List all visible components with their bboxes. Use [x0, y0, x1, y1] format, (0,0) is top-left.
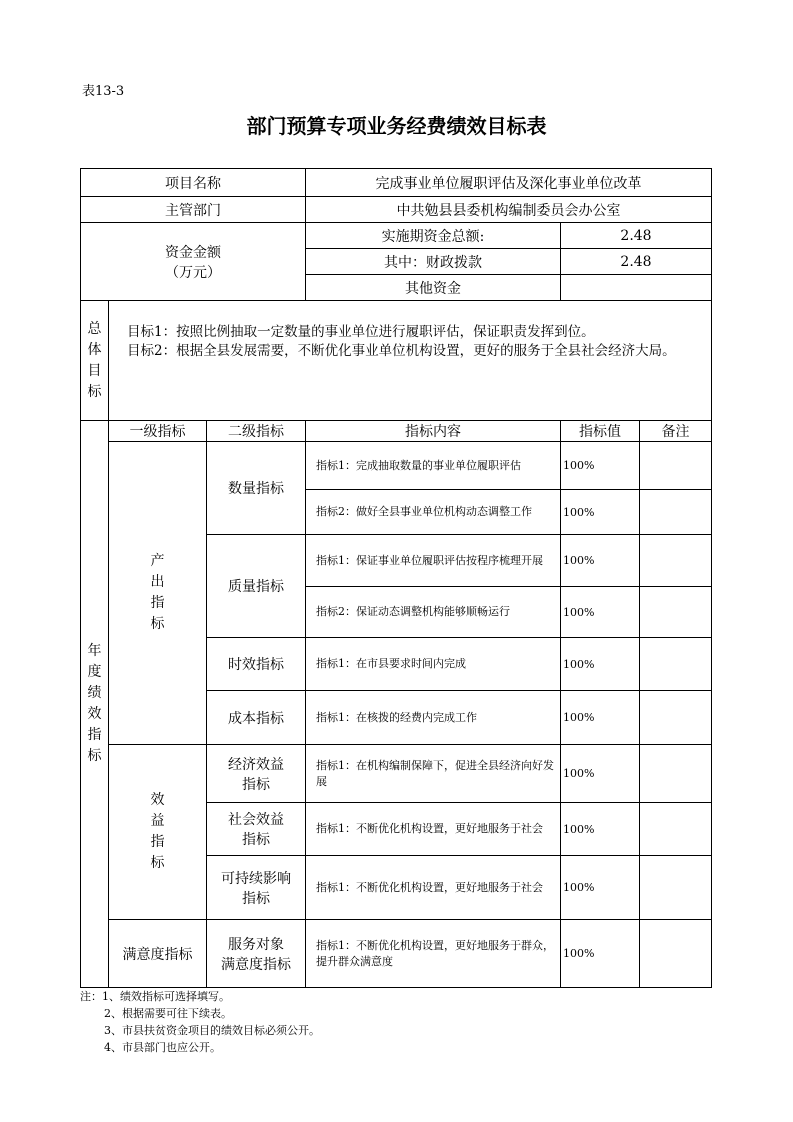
department-row [81, 197, 712, 223]
header-level1: 一级指标 [109, 421, 207, 442]
header-level2: 二级指标 [207, 421, 306, 442]
project-name-row [81, 169, 712, 197]
indicator-header-row [81, 421, 712, 442]
indicator-remark [640, 442, 712, 490]
funds-other-label: 其他资金 [306, 275, 561, 301]
indicator-content: 指标1：在核拨的经费内完成工作 [306, 691, 561, 745]
indicator-remark [640, 920, 712, 988]
department-label: 主管部门 [81, 197, 306, 223]
annual-indicators-label: 年 度 绩 效 指 标 [81, 421, 109, 988]
cost-indicator-label: 成本指标 [207, 691, 306, 745]
indicator-remark [640, 490, 712, 535]
indicator-content: 指标1：完成抽取数量的事业单位履职评估 [306, 442, 561, 490]
funds-total-row [81, 223, 712, 249]
indicator-remark [640, 587, 712, 638]
indicator-content: 指标1：不断优化机构设置，更好地服务于社会 [306, 856, 561, 920]
funds-fiscal-label: 其中：财政拨款 [306, 249, 561, 275]
benefit-indicators-label: 效 益 指 标 [109, 745, 207, 920]
indicator-remark [640, 856, 712, 920]
performance-table [80, 168, 712, 988]
goal-item: 目标2：根据全县发展需要，不断优化事业单位机构设置，更好的服务于全县社会经济大局。 [127, 343, 676, 359]
social-benefit-label: 社会效益 指标 [207, 803, 306, 856]
indicator-value: 100% [561, 920, 640, 988]
overall-goals-label: 总 体 目 标 [81, 301, 109, 421]
overall-goals-row [81, 301, 712, 421]
indicator-remark [640, 535, 712, 587]
footnote: 注：1、绩效指标可选择填写。 [80, 990, 230, 1003]
goal-item: 目标1：按照比例抽取一定数量的事业单位进行履职评估，保证职责发挥到位。 [127, 324, 595, 340]
service-satisfaction-label: 服务对象 满意度指标 [207, 920, 306, 988]
funds-total-label: 实施期资金总额: [306, 223, 561, 249]
table-row [81, 920, 712, 988]
timeliness-indicator-label: 时效指标 [207, 638, 306, 691]
funds-fiscal-value: 2.48 [561, 249, 712, 275]
table-row [81, 442, 712, 490]
footnote: 3、市县扶贫资金项目的绩效目标必须公开。 [104, 1024, 320, 1037]
overall-goals-text [109, 301, 712, 421]
funds-other-value [561, 275, 712, 301]
satisfaction-indicators-label: 满意度指标 [109, 920, 207, 988]
indicator-remark [640, 745, 712, 803]
indicator-remark [640, 638, 712, 691]
footnote: 4、市县部门也应公开。 [104, 1041, 221, 1054]
indicator-value: 100% [561, 803, 640, 856]
indicator-content: 指标1：不断优化机构设置，更好地服务于群众，提升群众满意度 [306, 920, 561, 988]
header-value: 指标值 [561, 421, 640, 442]
indicator-value: 100% [561, 745, 640, 803]
indicator-value: 100% [561, 535, 640, 587]
footnote: 2、根据需要可往下续表。 [104, 1007, 232, 1020]
funds-label-cell [81, 223, 306, 301]
quality-indicator-label: 质量指标 [207, 535, 306, 638]
header-remark: 备注 [640, 421, 712, 442]
indicator-value: 100% [561, 587, 640, 638]
indicator-content: 指标2：做好全县事业单位机构动态调整工作 [306, 490, 561, 535]
indicator-value: 100% [561, 490, 640, 535]
indicator-content: 指标1：不断优化机构设置，更好地服务于社会 [306, 803, 561, 856]
output-indicators-label: 产 出 指 标 [109, 442, 207, 745]
indicator-value: 100% [561, 691, 640, 745]
indicator-value: 100% [561, 442, 640, 490]
indicator-remark [640, 803, 712, 856]
page-title: 部门预算专项业务经费绩效目标表 [246, 114, 547, 138]
indicator-remark [640, 691, 712, 745]
sustainability-label: 可持续影响 指标 [207, 856, 306, 920]
quantity-indicator-label: 数量指标 [207, 442, 306, 535]
funds-label: 资金金额 [165, 244, 221, 261]
funds-unit: （万元） [165, 264, 221, 281]
footnotes [80, 988, 320, 1056]
project-name-label: 项目名称 [81, 169, 306, 197]
header-content: 指标内容 [306, 421, 561, 442]
economic-benefit-label: 经济效益 指标 [207, 745, 306, 803]
indicator-content: 指标1：在机构编制保障下，促进全县经济向好发展 [306, 745, 561, 803]
indicator-content: 指标2：保证动态调整机构能够顺畅运行 [306, 587, 561, 638]
project-name-value: 完成事业单位履职评估及深化事业单位改革 [306, 169, 712, 197]
funds-total-value: 2.48 [561, 223, 712, 249]
table-row [81, 745, 712, 803]
indicator-value: 100% [561, 638, 640, 691]
indicator-value: 100% [561, 856, 640, 920]
indicator-content: 指标1：在市县要求时间内完成 [306, 638, 561, 691]
table-code: 表13-3 [82, 84, 125, 99]
indicator-content: 指标1：保证事业单位履职评估按程序梳理开展 [306, 535, 561, 587]
department-value: 中共勉县县委机构编制委员会办公室 [306, 197, 712, 223]
